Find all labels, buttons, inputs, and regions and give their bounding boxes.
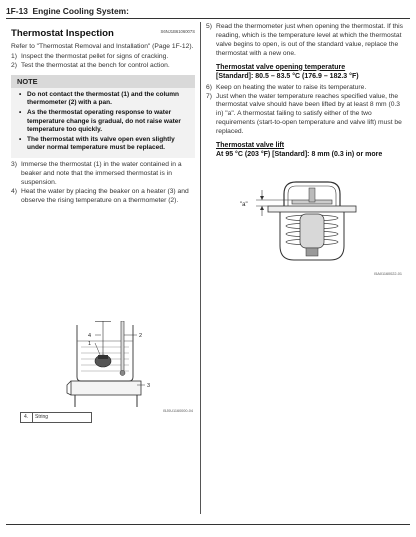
figure-code: I5A01160022-01 (374, 272, 402, 276)
beaker-heater-illustration (11, 321, 195, 413)
bullet-icon: • (19, 108, 22, 116)
spec-label: Thermostat valve lift (216, 142, 285, 150)
figure-legend (20, 412, 92, 423)
spec-value: [Standard]: 80.5 – 83.5 °C (176.9 – 182.3 °F) (216, 72, 359, 80)
callout-heater: 3 (147, 383, 151, 389)
note-bullet (19, 136, 191, 153)
callout-lift-a: "a" (240, 202, 248, 208)
callout-string: 4 (88, 333, 92, 339)
step-item (206, 84, 404, 93)
valve-lift-figure (232, 176, 402, 276)
step-item (11, 62, 195, 71)
step-text: Test the thermostat at the bench for control action. (21, 61, 170, 69)
note-box (11, 75, 195, 158)
header-rule (6, 18, 410, 19)
figure-code: I5J0U1160000-04 (163, 409, 193, 413)
legend-number: 4. (24, 414, 29, 420)
spec-opening-temperature (216, 63, 404, 81)
spec-label: Thermostat valve opening temperature (216, 63, 346, 71)
step-number: 3) (11, 160, 17, 168)
bullet-icon: • (19, 90, 22, 98)
steps-3-4 (11, 161, 195, 206)
column-divider (200, 22, 201, 514)
step-text: Just when the water temperature reaches specified value, the thermostat valve should have been lifted by at least 8 mm (0.3 in) "a". A thermostat failing to satisfy either of the two requirements (start-to-open temperature and valve lift) must be replaced. (216, 92, 402, 136)
note-bullet-text: As the thermostat operating response to water temperature change is gradual, do not raise water temperature too quickly. (27, 108, 181, 134)
note-body (11, 88, 195, 158)
note-bullet (19, 91, 191, 108)
bullet-icon: • (19, 135, 22, 143)
footer-rule (6, 524, 410, 525)
section-code: S6NJ1B6106007S (160, 29, 195, 34)
spec-value: At 95 °C (203 °F) [Standard]: 8 mm (0.3 in) or more (216, 151, 383, 159)
right-column (206, 23, 404, 159)
step-text: Read the thermometer just when opening the thermostat. If this reading, which is the temperature level at which the thermostat valve begins to open, is out of the standard value, replace the thermostat with a new one. (216, 23, 403, 57)
step-item (11, 188, 195, 206)
note-bullet-text: The thermostat with its valve open even slightly under normal temperature must be replaced. (27, 135, 175, 152)
step-text: Keep on heating the water to raise its temperature. (216, 83, 367, 91)
step-number: 4) (11, 187, 17, 195)
legend-separator (32, 413, 33, 422)
header-section: Engine Cooling System: (32, 6, 129, 16)
page-header (6, 4, 410, 18)
step-item (11, 161, 195, 188)
step-item (206, 23, 404, 59)
intro-text: Refer to "Thermostat Removal and Installation" (Page 1F-12). (11, 43, 194, 50)
header-title (6, 6, 129, 16)
step-text: Inspect the thermostat pellet for signs of cracking. (21, 52, 169, 60)
step-number: 6) (206, 83, 212, 91)
thermostat-valve-illustration (232, 176, 402, 276)
callout-thermometer: 2 (139, 333, 143, 339)
note-bullet (19, 109, 191, 135)
step-item (206, 93, 404, 138)
callout-thermostat: 1 (88, 341, 92, 347)
step-text: Heat the water by placing the beaker on a heater (3) and observe the rising temperature on a thermometer (2). (21, 187, 189, 204)
left-column (11, 23, 195, 205)
spec-valve-lift (216, 141, 404, 159)
step-text: Immerse the thermostat (1) in the water contained in a beaker and note that the immersed thermostat is in suspension. (21, 160, 182, 186)
header-page-number: 1F-13 (6, 6, 28, 16)
step-number: 2) (11, 61, 17, 69)
section-heading (11, 23, 195, 41)
step-number: 1) (11, 52, 17, 60)
step-number: 5) (206, 23, 212, 30)
step-item (11, 53, 195, 62)
section-title: Thermostat Inspection (11, 28, 114, 39)
note-title: NOTE (11, 75, 195, 88)
legend-text: String (35, 414, 49, 420)
note-bullet-text: Do not contact the thermostat (1) and the column thermometer (2) with a pan. (27, 90, 180, 107)
step-number: 7) (206, 92, 212, 100)
beaker-heater-figure (11, 321, 195, 413)
steps-1-2 (11, 53, 195, 71)
